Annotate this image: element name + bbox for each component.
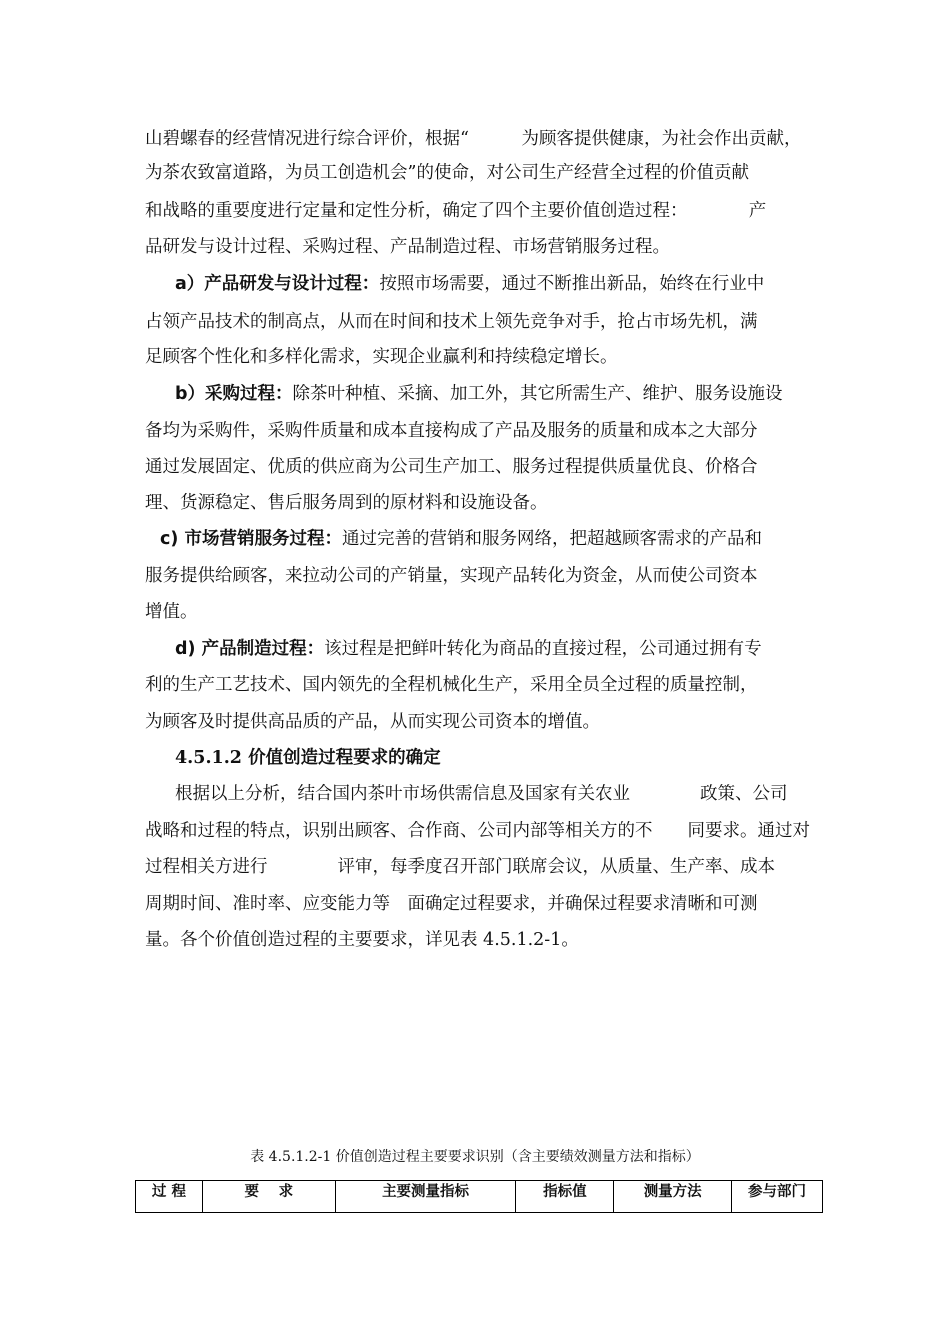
text-line <box>160 527 825 551</box>
item-b-text: 除茶叶种植、采摘、加工外，其它所需生产、维护、服务设施设 <box>292 384 783 404</box>
header-key-indicator: 主要测量指标 <box>335 1181 516 1213</box>
text-line: 占领产品技术的制高点，从而在时间和技术上领先竞争对手，抢占市场先机，满 <box>145 312 758 332</box>
text-line: 增值。 <box>145 602 198 622</box>
text-line: 备均为采购件，采购件质量和成本直接构成了产品及服务的质量和成本之大部分 <box>145 421 758 441</box>
text-line: 为茶农致富道路，为员工创造机会”的使命，对公司生产经营全过程的价值贡献 <box>145 163 749 183</box>
item-c-label: c) 市场营销服务过程： <box>160 529 342 549</box>
text-line <box>175 272 840 296</box>
section-heading: 4.5.1.2 价值创造过程要求的确定 <box>175 748 441 768</box>
text-line: 为顾客及时提供高品质的产品，从而实现公司资本的增值。 <box>145 712 600 732</box>
table-caption: 表 4.5.1.2-1 价值创造过程主要要求识别（含主要绩效测量方法和指标） <box>250 1149 700 1165</box>
text-line <box>175 637 840 661</box>
item-c-text: 通过完善的营销和服务网络，把超越顾客需求的产品和 <box>341 529 762 549</box>
text-line: 理、货源稳定、售后服务周到的原材料和设施设备。 <box>145 493 548 513</box>
header-process: 过 程 <box>136 1181 203 1213</box>
text-line: 过程相关方进行 评审，每季度召开部门联席会议，从质量、生产率、成本 <box>145 857 775 877</box>
text-line: 利的生产工艺技术、国内领先的全程机械化生产，采用全员全过程的质量控制， <box>145 675 758 695</box>
text-line: 通过发展固定、优质的供应商为公司生产加工、服务过程提供质量优良、价格合 <box>145 457 758 477</box>
text-line: 和战略的重要度进行定量和定性分析，确定了四个主要价值创造过程： 产 <box>145 201 767 221</box>
text-line: 品研发与设计过程、采购过程、产品制造过程、市场营销服务过程。 <box>145 237 670 257</box>
text-line: 服务提供给顾客，来拉动公司的产销量，实现产品转化为资金，从而使公司资本 <box>145 566 758 586</box>
requirements-table <box>135 1180 823 1213</box>
text-line: 量。各个价值创造过程的主要要求，详见表 4.5.1.2-1。 <box>145 930 579 950</box>
text-line: 山碧螺春的经营情况进行综合评价，根据“ 为顾客提供健康，为社会作出贡献， <box>145 129 802 149</box>
header-measurement-method: 测量方法 <box>614 1181 732 1213</box>
item-d-label: d) 产品制造过程： <box>175 639 325 659</box>
text-line <box>175 382 840 406</box>
text-line: 战略和过程的特点，识别出顾客、合作商、公司内部等相关方的不 同要求。通过对 <box>145 821 810 841</box>
text-line: 足顾客个性化和多样化需求，实现企业赢利和持续稳定增长。 <box>145 347 618 367</box>
header-indicator-value: 指标值 <box>516 1181 614 1213</box>
header-requirement: 要 求 <box>202 1181 335 1213</box>
text-line: 根据以上分析，结合国内茶叶市场供需信息及国家有关农业 政策、公司 <box>175 784 788 804</box>
text-line: 周期时间、准时率、应变能力等 面确定过程要求，并确保过程要求清晰和可测 <box>145 894 758 914</box>
item-a-text: 按照市场需要，通过不断推出新品，始终在行业中 <box>379 274 765 294</box>
item-b-label: b）采购过程： <box>175 384 293 404</box>
item-d-text: 该过程是把鲜叶转化为商品的直接过程，公司通过拥有专 <box>324 639 762 659</box>
item-a-label: a）产品研发与设计过程： <box>175 274 380 294</box>
table-header-row <box>136 1181 823 1213</box>
header-departments: 参与部门 <box>732 1181 823 1213</box>
